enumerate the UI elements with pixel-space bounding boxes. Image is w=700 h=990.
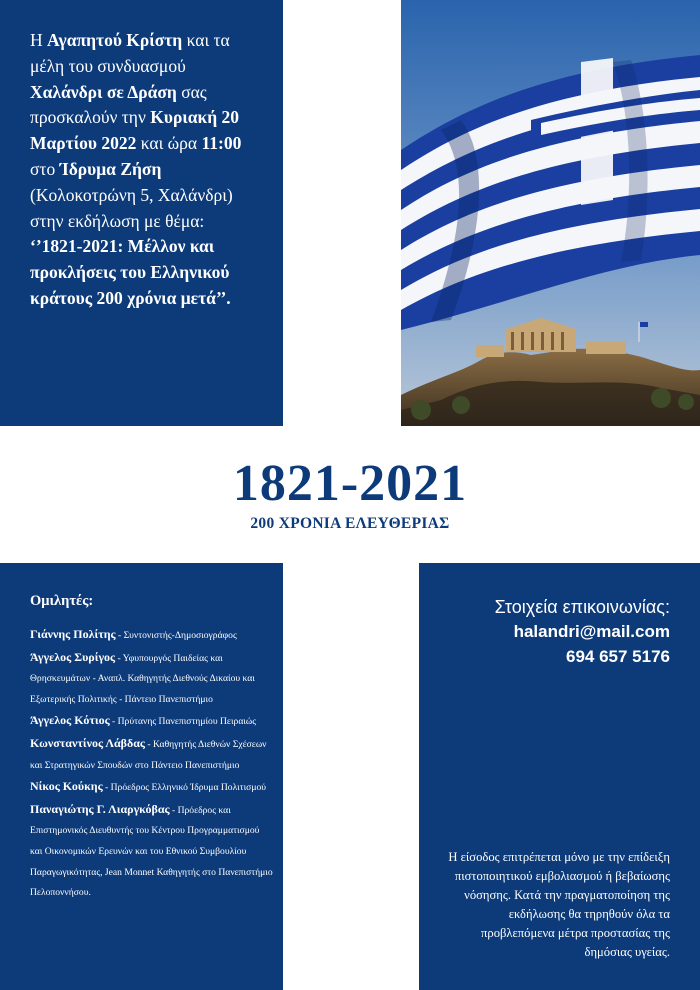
invitation-segment: (Κολοκοτρώνη 5, Χαλάνδρι) στην εκδήλωση με θέμα:	[30, 184, 233, 231]
speaker-item	[30, 776, 273, 799]
speaker-item	[30, 799, 273, 904]
speaker-role: - Πρύτανης Πανεπιστημίου Πειραιώς	[109, 716, 257, 728]
invitation-segment: Αγαπητού Κρίστη	[47, 30, 183, 50]
contact-heading: Στοιχεία επικοινωνίας:	[494, 597, 670, 617]
speaker-role: - Υφυπουργός Παιδείας και Θρησκευμάτων - Αναπλ. Καθηγητής Διεθνούς Δικαίου και Εξωτερικής Πολιτικής - Πάντειο Πανεπιστήμιο	[30, 652, 255, 705]
contact-phone[interactable]: 694 657 5176	[566, 647, 670, 666]
speaker-item	[30, 624, 273, 647]
flag-acropolis-photo	[401, 0, 700, 426]
speakers-heading: Ομιλητές:	[30, 593, 94, 609]
contact-panel	[419, 563, 700, 990]
speakers-list	[30, 624, 273, 904]
invitation-text	[30, 28, 261, 312]
speaker-item	[30, 733, 273, 776]
invitation-segment: Ίδρυμα Ζήση	[59, 158, 162, 179]
speaker-role: - Πρόεδρος Ελληνικό Ίδρυμα Πολιτισμού	[102, 782, 267, 794]
speaker-name: Άγγελος Κότιος	[30, 713, 110, 728]
invitation-segment: Κυριακή 20 Μαρτίου 2022	[30, 107, 240, 154]
invitation-segment: ‘’1821-2021: Μέλλον και προκλήσεις του Ελληνικού κράτους 200 χρόνια μετά’’.	[30, 236, 231, 308]
invitation-segment: και ώρα	[136, 133, 202, 154]
speaker-name: Νίκος Κούκης	[30, 779, 103, 794]
speaker-item	[30, 710, 273, 733]
invitation-segment: Χαλάνδρι σε Δράση	[30, 81, 177, 102]
banner-title: 1821-2021	[232, 455, 468, 512]
speaker-name: Άγγελος Συρίγος	[30, 649, 116, 664]
invitation-segment: Η	[30, 30, 48, 50]
banner-subtitle: 200 ΧΡΟΝΙΑ ΕΛΕΥΘΕΡΙΑΣ	[250, 515, 450, 532]
entry-notice: Η είσοδος επιτρέπεται μόνο με την επίδειξη πιστοποιητικού εμβολιασμού ή βεβαίωσης νόσησης. Κατά την πραγματοποίηση της εκδήλωσης θα τηρηθούν όλα τα προβλεπόμενα μέτρα προστασίας της δημόσιας υγείας.	[448, 850, 670, 959]
center-banner	[0, 426, 700, 563]
invitation-segment: στο	[30, 158, 60, 179]
speaker-role: - Καθηγητής Διεθνών Σχέσεων και Στρατηγικών Σπουδών στο Πάντειο Πανεπιστήμιο	[30, 738, 267, 771]
speaker-name: Κωνσταντίνος Λάβδας	[30, 735, 145, 750]
speaker-name: Γιάννης Πολίτης	[30, 627, 116, 641]
speaker-role: - Πρόεδρος και Επιστημονικός Διευθυντής του Κέντρου Προγραμματισμού και Οικονομικών Ερευνών και του Εθνικού Συμβουλίου Παραγωγικότητας, Jean Monnet Καθηγητής στο Πανεπιστήμιο Πελοποννήσου.	[30, 804, 273, 899]
contact-email[interactable]: halandri@mail.com	[513, 622, 670, 641]
invitation-segment: 11:00	[201, 133, 242, 154]
invitation-segment: σας προσκαλούν την	[30, 81, 207, 128]
speakers-panel	[0, 563, 283, 990]
speaker-item	[30, 647, 273, 711]
photo-illustration	[401, 0, 700, 426]
invitation-panel	[0, 0, 283, 426]
invitation-segment: και τα μέλη του συνδυασμού	[30, 30, 230, 76]
speaker-name: Παναγιώτης Γ. Λιαργκόβας	[30, 801, 170, 816]
speaker-role: - Συντονιστής-Δημοσιογράφος	[115, 630, 237, 641]
